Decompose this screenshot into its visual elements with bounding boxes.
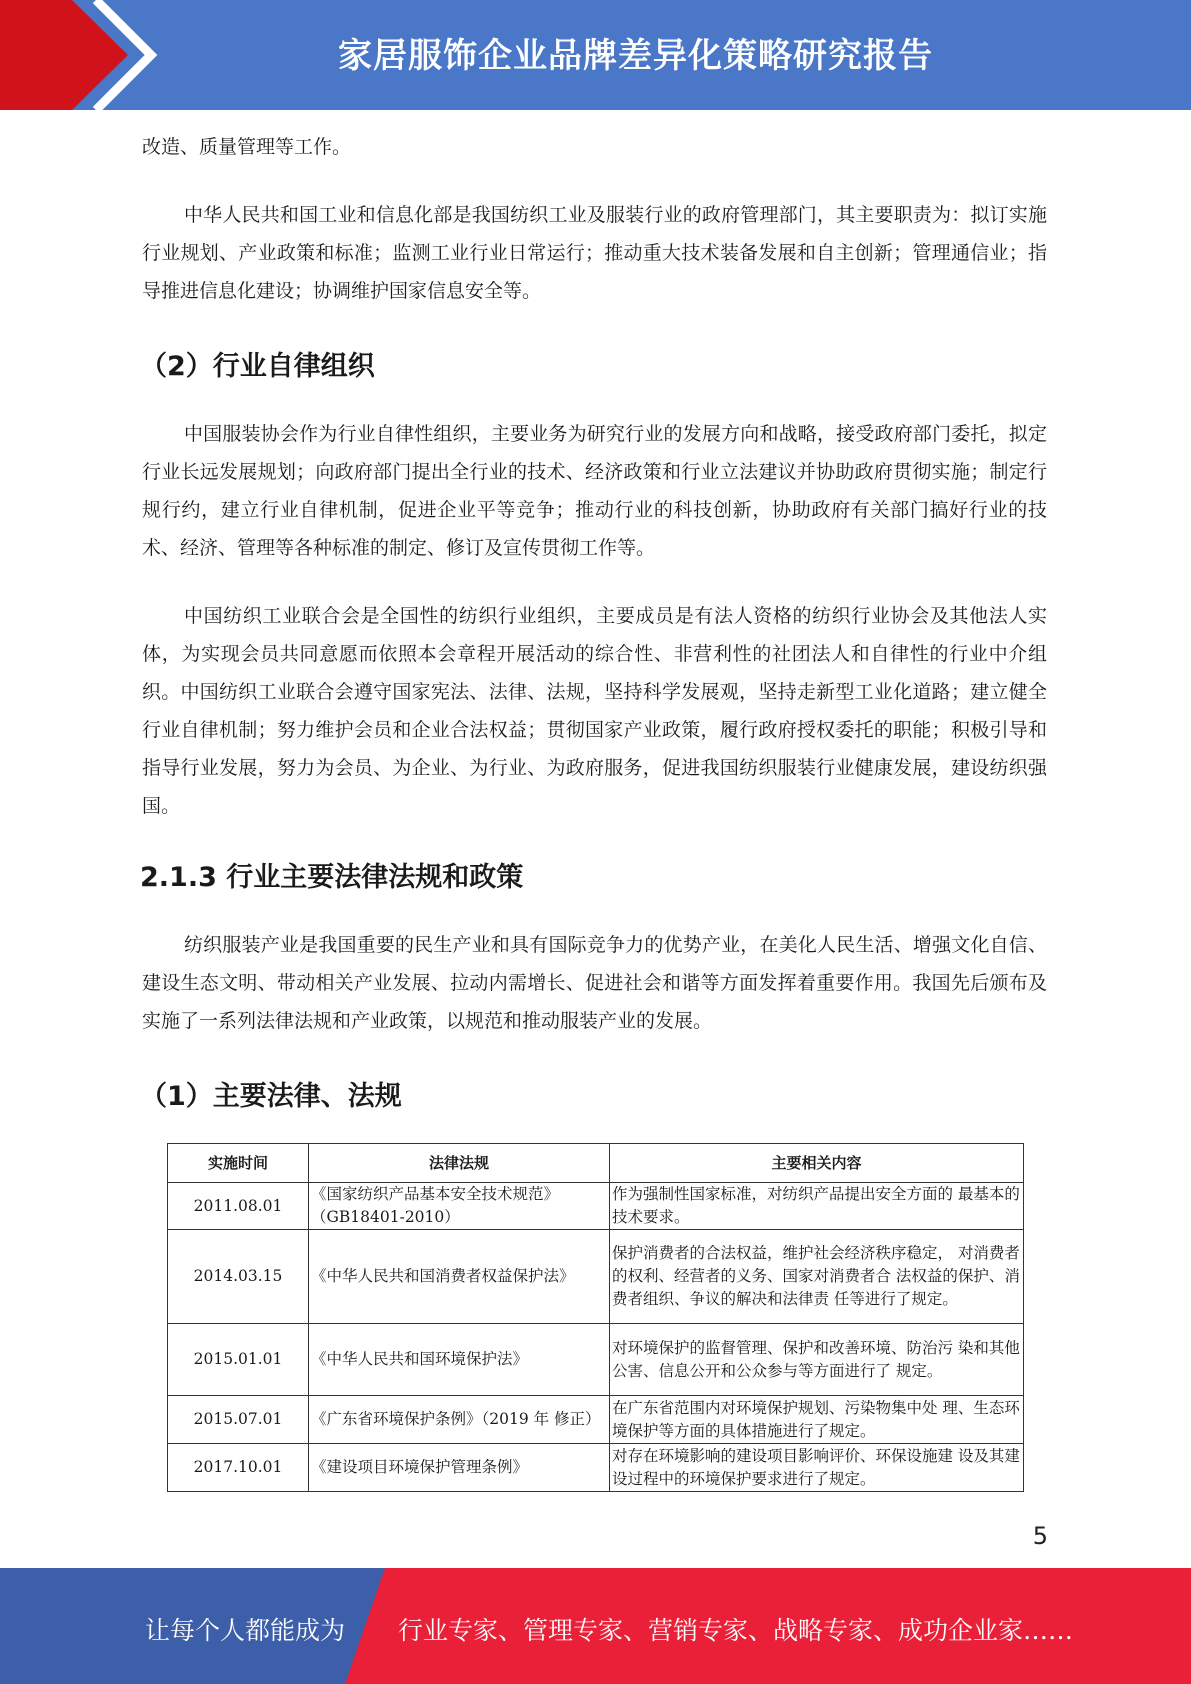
paragraph-cnga: 中国服装协会作为行业自律性组织，主要业务为研究行业的发展方向和战略，接受政府部门委托，拟定行业长远发展规划；向政府部门提出全行业的技术、经济政策和行业立法建议并协助政府贯彻实施；制定行规行约，建立行业自律机制，促进企业平等竞争；推动行业的科技创新，协助政府有关部门搞好行业的技术、经济、管理等各种标准的制定、修订及宣传贯彻工作等。	[142, 423, 1047, 559]
heading-2-1-3: 2.1.3 行业主要法律法规和政策	[140, 862, 524, 893]
row-law-name: 《中华人民共和国环境保护法》	[309, 1324, 610, 1396]
page-header	[0, 0, 1191, 110]
row-content: 对存在环境影响的建设项目影响评价、环保设施建 设及其建设过程中的环境保护要求进行了规定。	[610, 1444, 1024, 1492]
table-row	[168, 1444, 1024, 1492]
column-header-date: 实施时间	[168, 1144, 309, 1183]
heading-laws: （1）主要法律、法规	[140, 1081, 402, 1112]
table-row	[168, 1324, 1024, 1396]
row-content: 保护消费者的合法权益，维护社会经济秩序稳定， 对消费者的权利、经营者的义务、国家对消费者合 法权益的保护、消费者组织、争议的解决和法律责 任等进行了规定。	[610, 1230, 1024, 1324]
row-date: 2015.07.01	[168, 1396, 309, 1444]
row-law-name: 《国家纺织产品基本安全技术规范》（GB18401-2010）	[309, 1183, 610, 1230]
heading-self-regulation: （2）行业自律组织	[140, 351, 375, 382]
footer-slogan-left: 让每个人都能成为	[145, 1616, 346, 1645]
footer-slogan-right: 行业专家、管理专家、营销专家、战略专家、成功企业家……	[398, 1616, 1074, 1645]
document-body	[142, 130, 1047, 1113]
paragraph-cntac: 中国纺织工业联合会是全国性的纺织行业组织，主要成员是有法人资格的纺织行业协会及其他法人实体，为实现会员共同意愿而依照本会章程开展活动的综合性、非营利性的社团法人和自律性的行业中介组织。中国纺织工业联合会遵守国家宪法、法律、法规，坚持科学发展观，坚持走新型工业化道路；建立健全行业自律机制；努力维护会员和企业合法权益；贯彻国家产业政策，履行政府授权委托的职能；积极引导和指导行业发展，努力为会员、为企业、为行业、为政府服务，促进我国纺织服装行业健康发展，建设纺织强国。	[142, 605, 1047, 817]
row-law-name: 《广东省环境保护条例》（2019 年 修正）	[309, 1396, 610, 1444]
row-law-name: 《建设项目环境保护管理条例》	[309, 1444, 610, 1492]
report-title: 家居服饰企业品牌差异化策略研究报告	[338, 36, 933, 76]
row-law-name: 《中华人民共和国消费者权益保护法》	[309, 1230, 610, 1324]
table-header-row	[168, 1144, 1024, 1183]
row-content: 对环境保护的监督管理、保护和改善环境、防治污 染和其他公害、信息公开和公众参与等方面进行了 规定。	[610, 1324, 1024, 1396]
row-content: 作为强制性国家标准，对纺织产品提出安全方面的 最基本的技术要求。	[610, 1183, 1024, 1230]
row-date: 2014.03.15	[168, 1230, 309, 1324]
row-content: 在广东省范围内对环境保护规划、污染物集中处 理、生态环境保护等方面的具体措施进行了规定。	[610, 1396, 1024, 1444]
table-row	[168, 1396, 1024, 1444]
row-date: 2017.10.01	[168, 1444, 309, 1492]
column-header-content: 主要相关内容	[610, 1144, 1024, 1183]
table-row	[168, 1230, 1024, 1324]
paragraph-continued: 改造、质量管理等工作。	[142, 136, 352, 158]
column-header-law: 法律法规	[309, 1144, 610, 1183]
table-row	[168, 1183, 1024, 1230]
page-footer	[0, 1568, 1191, 1684]
row-date: 2015.01.01	[168, 1324, 309, 1396]
paragraph-industry: 纺织服装产业是我国重要的民生产业和具有国际竞争力的优势产业，在美化人民生活、增强文化自信、建设生态文明、带动相关产业发展、拉动内需增长、促进社会和谐等方面发挥着重要作用。我国先后颁布及实施了一系列法律法规和产业政策，以规范和推动服装产业的发展。	[142, 934, 1047, 1032]
paragraph-miit: 中华人民共和国工业和信息化部是我国纺织工业及服装行业的政府管理部门，其主要职责为：拟订实施行业规划、产业政策和标准；监测工业行业日常运行；推动重大技术装备发展和自主创新；管理通信业；指导推进信息化建设；协调维护国家信息安全等。	[142, 204, 1047, 302]
laws-table	[167, 1143, 1024, 1492]
page-number: 5	[1032, 1522, 1048, 1550]
row-date: 2011.08.01	[168, 1183, 309, 1230]
